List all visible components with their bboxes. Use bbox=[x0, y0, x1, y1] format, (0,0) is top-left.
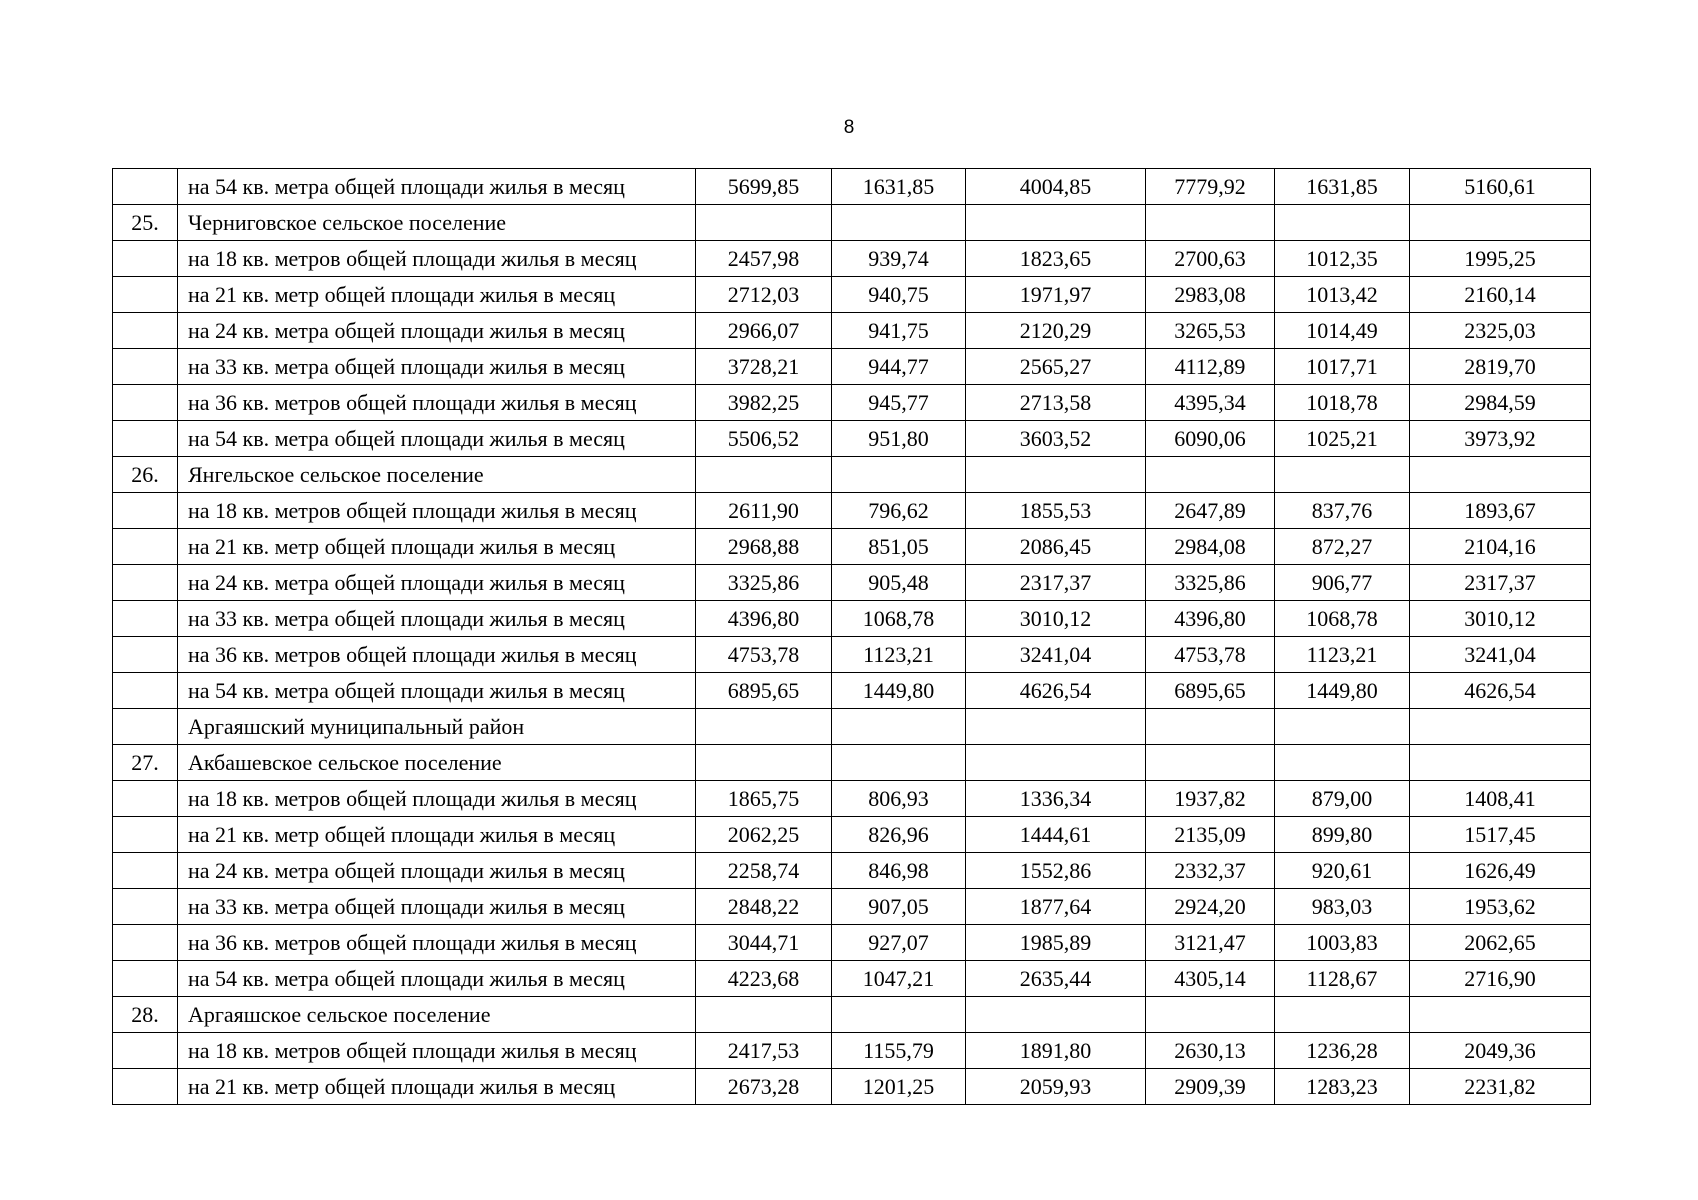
row-description-cell: на 18 кв. метров общей площади жилья в месяц bbox=[178, 493, 696, 529]
row-number-cell bbox=[113, 385, 178, 421]
value-cell bbox=[966, 709, 1146, 745]
value-cell: 2647,89 bbox=[1146, 493, 1275, 529]
value-cell: 1631,85 bbox=[832, 169, 966, 205]
value-cell: 4004,85 bbox=[966, 169, 1146, 205]
value-cell: 851,05 bbox=[832, 529, 966, 565]
table-row bbox=[113, 1033, 1591, 1069]
value-cell: 3325,86 bbox=[1146, 565, 1275, 601]
row-description-cell: на 33 кв. метра общей площади жилья в месяц bbox=[178, 889, 696, 925]
value-cell bbox=[1275, 745, 1410, 781]
value-cell: 2325,03 bbox=[1410, 313, 1591, 349]
row-number-cell bbox=[113, 169, 178, 205]
row-number-cell bbox=[113, 1033, 178, 1069]
value-cell: 3121,47 bbox=[1146, 925, 1275, 961]
value-cell: 4305,14 bbox=[1146, 961, 1275, 997]
value-cell bbox=[1275, 205, 1410, 241]
value-cell: 1012,35 bbox=[1275, 241, 1410, 277]
row-description-cell: Аргаяшское сельское поселение bbox=[178, 997, 696, 1033]
row-number-cell bbox=[113, 241, 178, 277]
table-row bbox=[113, 673, 1591, 709]
row-description-cell: на 18 кв. метров общей площади жилья в месяц bbox=[178, 1033, 696, 1069]
value-cell: 2924,20 bbox=[1146, 889, 1275, 925]
value-cell: 2635,44 bbox=[966, 961, 1146, 997]
value-cell: 2565,27 bbox=[966, 349, 1146, 385]
value-cell: 2611,90 bbox=[696, 493, 832, 529]
value-cell: 5160,61 bbox=[1410, 169, 1591, 205]
table-row bbox=[113, 169, 1591, 205]
value-cell: 1017,71 bbox=[1275, 349, 1410, 385]
value-cell bbox=[966, 745, 1146, 781]
row-number-cell bbox=[113, 421, 178, 457]
value-cell bbox=[832, 745, 966, 781]
value-cell: 905,48 bbox=[832, 565, 966, 601]
table-row bbox=[113, 1069, 1591, 1105]
value-cell: 3982,25 bbox=[696, 385, 832, 421]
value-cell: 846,98 bbox=[832, 853, 966, 889]
value-cell: 2332,37 bbox=[1146, 853, 1275, 889]
value-cell: 1891,80 bbox=[966, 1033, 1146, 1069]
value-cell: 3044,71 bbox=[696, 925, 832, 961]
value-cell: 1155,79 bbox=[832, 1033, 966, 1069]
row-number-cell bbox=[113, 781, 178, 817]
row-description-cell: на 21 кв. метр общей площади жилья в месяц bbox=[178, 277, 696, 313]
value-cell: 1201,25 bbox=[832, 1069, 966, 1105]
value-cell: 1068,78 bbox=[832, 601, 966, 637]
value-cell: 3010,12 bbox=[966, 601, 1146, 637]
row-number-cell bbox=[113, 277, 178, 313]
row-number-cell: 26. bbox=[113, 457, 178, 493]
table-body bbox=[113, 169, 1591, 1105]
value-cell: 3603,52 bbox=[966, 421, 1146, 457]
row-description-cell: на 24 кв. метра общей площади жилья в месяц bbox=[178, 853, 696, 889]
value-cell: 3728,21 bbox=[696, 349, 832, 385]
value-cell: 4626,54 bbox=[1410, 673, 1591, 709]
table-row bbox=[113, 565, 1591, 601]
value-cell: 1025,21 bbox=[1275, 421, 1410, 457]
value-cell: 3010,12 bbox=[1410, 601, 1591, 637]
value-cell: 1953,62 bbox=[1410, 889, 1591, 925]
value-cell: 4626,54 bbox=[966, 673, 1146, 709]
row-description-cell: на 24 кв. метра общей площади жилья в месяц bbox=[178, 313, 696, 349]
value-cell: 1985,89 bbox=[966, 925, 1146, 961]
value-cell: 2059,93 bbox=[966, 1069, 1146, 1105]
value-cell bbox=[966, 457, 1146, 493]
row-number-cell bbox=[113, 961, 178, 997]
row-number-cell bbox=[113, 493, 178, 529]
table-row bbox=[113, 277, 1591, 313]
row-description-cell: на 36 кв. метров общей площади жилья в месяц bbox=[178, 637, 696, 673]
row-number-cell bbox=[113, 349, 178, 385]
value-cell: 1626,49 bbox=[1410, 853, 1591, 889]
value-cell: 1552,86 bbox=[966, 853, 1146, 889]
value-cell: 1047,21 bbox=[832, 961, 966, 997]
table-row bbox=[113, 709, 1591, 745]
value-cell: 806,93 bbox=[832, 781, 966, 817]
value-cell bbox=[696, 709, 832, 745]
value-cell: 2819,70 bbox=[1410, 349, 1591, 385]
value-cell bbox=[696, 205, 832, 241]
value-cell bbox=[1146, 709, 1275, 745]
row-number-cell bbox=[113, 529, 178, 565]
value-cell bbox=[1146, 457, 1275, 493]
row-description-cell: на 54 кв. метра общей площади жилья в месяц bbox=[178, 421, 696, 457]
value-cell: 1013,42 bbox=[1275, 277, 1410, 313]
value-cell: 1018,78 bbox=[1275, 385, 1410, 421]
value-cell: 2909,39 bbox=[1146, 1069, 1275, 1105]
table-row bbox=[113, 205, 1591, 241]
row-number-cell bbox=[113, 637, 178, 673]
value-cell: 2983,08 bbox=[1146, 277, 1275, 313]
value-cell bbox=[1410, 997, 1591, 1033]
table-row bbox=[113, 349, 1591, 385]
value-cell: 7779,92 bbox=[1146, 169, 1275, 205]
row-description-cell: на 21 кв. метр общей площади жилья в месяц bbox=[178, 1069, 696, 1105]
value-cell: 1517,45 bbox=[1410, 817, 1591, 853]
value-cell bbox=[1410, 745, 1591, 781]
value-cell: 837,76 bbox=[1275, 493, 1410, 529]
row-description-cell: на 21 кв. метр общей площади жилья в месяц bbox=[178, 529, 696, 565]
value-cell: 1971,97 bbox=[966, 277, 1146, 313]
value-cell: 1893,67 bbox=[1410, 493, 1591, 529]
table-row bbox=[113, 853, 1591, 889]
table-row bbox=[113, 997, 1591, 1033]
value-cell: 3241,04 bbox=[1410, 637, 1591, 673]
row-number-cell bbox=[113, 673, 178, 709]
value-cell bbox=[1146, 745, 1275, 781]
value-cell: 899,80 bbox=[1275, 817, 1410, 853]
table-row bbox=[113, 637, 1591, 673]
row-description-cell: на 54 кв. метра общей площади жилья в месяц bbox=[178, 961, 696, 997]
value-cell: 2062,25 bbox=[696, 817, 832, 853]
value-cell: 2713,58 bbox=[966, 385, 1146, 421]
row-description-cell: на 33 кв. метра общей площади жилья в месяц bbox=[178, 601, 696, 637]
value-cell bbox=[966, 205, 1146, 241]
value-cell: 5506,52 bbox=[696, 421, 832, 457]
value-cell: 2258,74 bbox=[696, 853, 832, 889]
table-row bbox=[113, 961, 1591, 997]
value-cell: 1068,78 bbox=[1275, 601, 1410, 637]
table-row bbox=[113, 889, 1591, 925]
value-cell: 2417,53 bbox=[696, 1033, 832, 1069]
row-number-cell bbox=[113, 925, 178, 961]
value-cell: 2630,13 bbox=[1146, 1033, 1275, 1069]
value-cell: 2160,14 bbox=[1410, 277, 1591, 313]
value-cell: 4395,34 bbox=[1146, 385, 1275, 421]
table-row bbox=[113, 745, 1591, 781]
value-cell: 4396,80 bbox=[696, 601, 832, 637]
value-cell: 4396,80 bbox=[1146, 601, 1275, 637]
value-cell: 1877,64 bbox=[966, 889, 1146, 925]
value-cell: 1855,53 bbox=[966, 493, 1146, 529]
table-row bbox=[113, 457, 1591, 493]
value-cell: 939,74 bbox=[832, 241, 966, 277]
value-cell: 3973,92 bbox=[1410, 421, 1591, 457]
value-cell: 2673,28 bbox=[696, 1069, 832, 1105]
row-number-cell: 25. bbox=[113, 205, 178, 241]
table-row bbox=[113, 313, 1591, 349]
value-cell: 1631,85 bbox=[1275, 169, 1410, 205]
value-cell: 951,80 bbox=[832, 421, 966, 457]
row-number-cell bbox=[113, 709, 178, 745]
value-cell: 1408,41 bbox=[1410, 781, 1591, 817]
value-cell bbox=[696, 745, 832, 781]
table-row bbox=[113, 601, 1591, 637]
page-number: 8 bbox=[843, 117, 855, 138]
value-cell: 6090,06 bbox=[1146, 421, 1275, 457]
value-cell bbox=[1410, 457, 1591, 493]
value-cell bbox=[832, 709, 966, 745]
value-cell: 6895,65 bbox=[1146, 673, 1275, 709]
value-cell bbox=[832, 997, 966, 1033]
value-cell: 3325,86 bbox=[696, 565, 832, 601]
value-cell: 941,75 bbox=[832, 313, 966, 349]
table-row bbox=[113, 529, 1591, 565]
value-cell: 944,77 bbox=[832, 349, 966, 385]
value-cell: 2049,36 bbox=[1410, 1033, 1591, 1069]
value-cell: 1449,80 bbox=[832, 673, 966, 709]
value-cell: 796,62 bbox=[832, 493, 966, 529]
value-cell: 5699,85 bbox=[696, 169, 832, 205]
value-cell: 1283,23 bbox=[1275, 1069, 1410, 1105]
row-number-cell bbox=[113, 601, 178, 637]
value-cell bbox=[832, 205, 966, 241]
value-cell: 1449,80 bbox=[1275, 673, 1410, 709]
row-description-cell: на 21 кв. метр общей площади жилья в месяц bbox=[178, 817, 696, 853]
value-cell: 2062,65 bbox=[1410, 925, 1591, 961]
value-cell: 1014,49 bbox=[1275, 313, 1410, 349]
row-number-cell bbox=[113, 1069, 178, 1105]
value-cell: 2231,82 bbox=[1410, 1069, 1591, 1105]
row-description-cell: на 24 кв. метра общей площади жилья в месяц bbox=[178, 565, 696, 601]
value-cell: 2984,08 bbox=[1146, 529, 1275, 565]
value-cell bbox=[1275, 457, 1410, 493]
value-cell: 1937,82 bbox=[1146, 781, 1275, 817]
value-cell: 826,96 bbox=[832, 817, 966, 853]
row-description-cell: на 36 кв. метров общей площади жилья в месяц bbox=[178, 385, 696, 421]
row-description-cell: на 33 кв. метра общей площади жилья в месяц bbox=[178, 349, 696, 385]
value-cell: 2712,03 bbox=[696, 277, 832, 313]
value-cell: 1865,75 bbox=[696, 781, 832, 817]
value-cell: 4223,68 bbox=[696, 961, 832, 997]
row-description-cell: Черниговское сельское поселение bbox=[178, 205, 696, 241]
value-cell bbox=[832, 457, 966, 493]
value-cell: 2104,16 bbox=[1410, 529, 1591, 565]
value-cell: 906,77 bbox=[1275, 565, 1410, 601]
value-cell: 983,03 bbox=[1275, 889, 1410, 925]
value-cell bbox=[966, 997, 1146, 1033]
value-cell: 2317,37 bbox=[966, 565, 1146, 601]
value-cell: 2086,45 bbox=[966, 529, 1146, 565]
value-cell: 2848,22 bbox=[696, 889, 832, 925]
value-cell: 1444,61 bbox=[966, 817, 1146, 853]
table-row bbox=[113, 241, 1591, 277]
row-description-cell: на 18 кв. метров общей площади жилья в месяц bbox=[178, 241, 696, 277]
row-description-cell: на 36 кв. метров общей площади жилья в месяц bbox=[178, 925, 696, 961]
value-cell: 6895,65 bbox=[696, 673, 832, 709]
table-row bbox=[113, 493, 1591, 529]
tariff-table bbox=[112, 168, 1591, 1105]
value-cell: 3265,53 bbox=[1146, 313, 1275, 349]
value-cell bbox=[1146, 997, 1275, 1033]
table-row bbox=[113, 385, 1591, 421]
row-description-cell: на 54 кв. метра общей площади жилья в месяц bbox=[178, 169, 696, 205]
value-cell bbox=[696, 997, 832, 1033]
table-row bbox=[113, 781, 1591, 817]
value-cell: 945,77 bbox=[832, 385, 966, 421]
value-cell: 940,75 bbox=[832, 277, 966, 313]
row-description-cell: Аргаяшский муниципальный район bbox=[178, 709, 696, 745]
value-cell: 1823,65 bbox=[966, 241, 1146, 277]
value-cell: 2457,98 bbox=[696, 241, 832, 277]
value-cell: 4753,78 bbox=[1146, 637, 1275, 673]
value-cell bbox=[696, 457, 832, 493]
value-cell: 1003,83 bbox=[1275, 925, 1410, 961]
value-cell: 920,61 bbox=[1275, 853, 1410, 889]
value-cell: 2966,07 bbox=[696, 313, 832, 349]
value-cell: 1123,21 bbox=[1275, 637, 1410, 673]
value-cell bbox=[1410, 709, 1591, 745]
row-description-cell: на 54 кв. метра общей площади жилья в месяц bbox=[178, 673, 696, 709]
table-row bbox=[113, 817, 1591, 853]
row-number-cell bbox=[113, 565, 178, 601]
value-cell: 2135,09 bbox=[1146, 817, 1275, 853]
row-description-cell: на 18 кв. метров общей площади жилья в месяц bbox=[178, 781, 696, 817]
value-cell bbox=[1410, 205, 1591, 241]
value-cell bbox=[1275, 997, 1410, 1033]
value-cell: 4112,89 bbox=[1146, 349, 1275, 385]
value-cell: 2120,29 bbox=[966, 313, 1146, 349]
value-cell: 2317,37 bbox=[1410, 565, 1591, 601]
value-cell: 1123,21 bbox=[832, 637, 966, 673]
value-cell: 2716,90 bbox=[1410, 961, 1591, 997]
row-number-cell bbox=[113, 853, 178, 889]
value-cell: 927,07 bbox=[832, 925, 966, 961]
row-number-cell: 27. bbox=[113, 745, 178, 781]
table-row bbox=[113, 925, 1591, 961]
value-cell bbox=[1146, 205, 1275, 241]
value-cell: 4753,78 bbox=[696, 637, 832, 673]
row-description-cell: Акбашевское сельское поселение bbox=[178, 745, 696, 781]
value-cell: 879,00 bbox=[1275, 781, 1410, 817]
value-cell: 2968,88 bbox=[696, 529, 832, 565]
row-number-cell bbox=[113, 313, 178, 349]
value-cell: 872,27 bbox=[1275, 529, 1410, 565]
value-cell: 2984,59 bbox=[1410, 385, 1591, 421]
value-cell: 1336,34 bbox=[966, 781, 1146, 817]
value-cell: 1995,25 bbox=[1410, 241, 1591, 277]
row-number-cell bbox=[113, 889, 178, 925]
value-cell: 1128,67 bbox=[1275, 961, 1410, 997]
value-cell: 2700,63 bbox=[1146, 241, 1275, 277]
value-cell: 1236,28 bbox=[1275, 1033, 1410, 1069]
value-cell bbox=[1275, 709, 1410, 745]
row-number-cell bbox=[113, 817, 178, 853]
row-number-cell: 28. bbox=[113, 997, 178, 1033]
value-cell: 3241,04 bbox=[966, 637, 1146, 673]
value-cell: 907,05 bbox=[832, 889, 966, 925]
row-description-cell: Янгельское сельское поселение bbox=[178, 457, 696, 493]
table-row bbox=[113, 421, 1591, 457]
